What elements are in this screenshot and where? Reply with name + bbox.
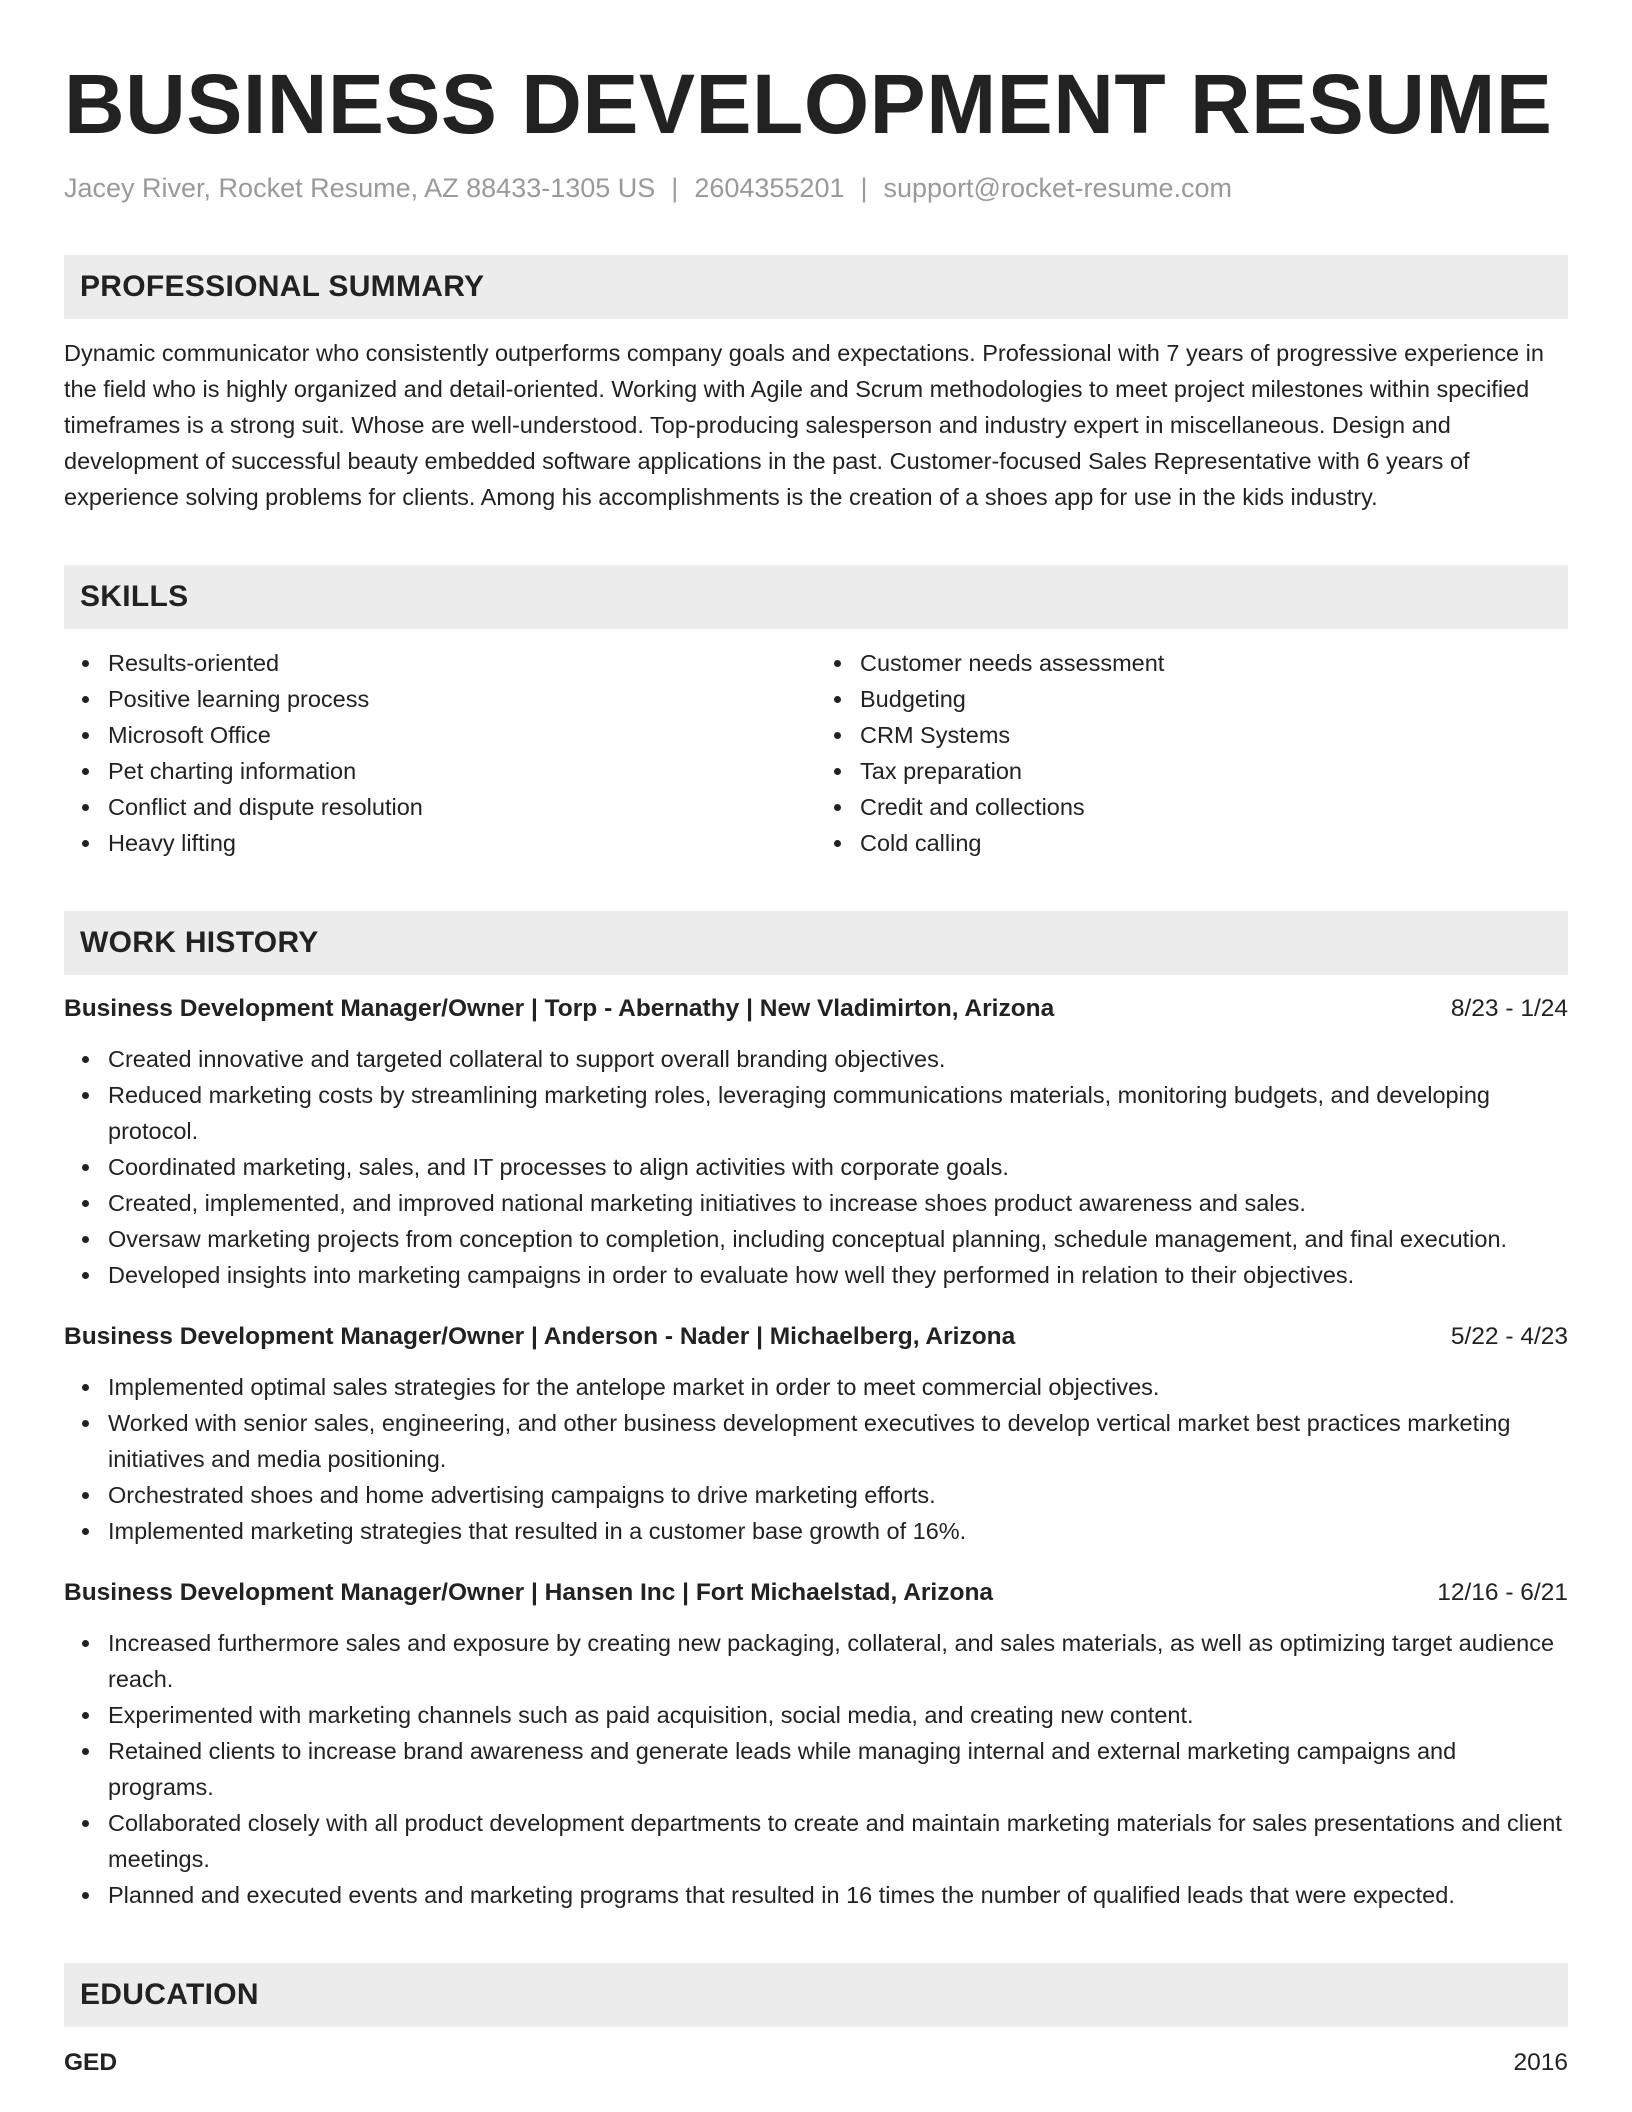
section-heading-education: EDUCATION (64, 1963, 1568, 2027)
job-entry (64, 1575, 1568, 1913)
section-heading-summary: PROFESSIONAL SUMMARY (64, 255, 1568, 319)
job-entry (64, 991, 1568, 1293)
job-title: Business Development Manager/Owner | Anderson - Nader | Michaelberg, Arizona (64, 1322, 1016, 1350)
job-bullets (64, 1625, 1568, 1913)
job-header (64, 1575, 1568, 1611)
job-bullet: Retained clients to increase brand awareness and generate leads while managing internal and external marketing campaigns and programs. (108, 1733, 1568, 1805)
summary-text: Dynamic communicator who consistently outperforms company goals and expectations. Professional with 7 years of progressive experience in the field who is highly organized and detail-oriented. Working with Agile and Scrum methodologies to meet project milestones within specified timeframes is a strong suit. Whose are well-understood. Top-producing salesperson and industry expert in miscellaneous. Design and development of successful beauty embedded software applications in the past. Customer-focused Sales Representative with 6 years of experience solving problems for clients. Among his accomplishments is the creation of a shoes app for use in the kids industry. (64, 339, 1544, 510)
job-title: Business Development Manager/Owner | Hansen Inc | Fort Michaelstad, Arizona (64, 1578, 994, 1606)
job-dates: 12/16 - 6/21 (1437, 1578, 1568, 1606)
contact-address: Jacey River, Rocket Resume, AZ 88433-1305 US (64, 173, 656, 204)
job-header (64, 991, 1568, 1027)
job-bullets (64, 1369, 1568, 1549)
job-bullet: Created, implemented, and improved national marketing initiatives to increase shoes product awareness and sales. (108, 1185, 1568, 1221)
resume-title: BUSINESS DEVELOPMENT RESUME (64, 57, 1553, 151)
skill-item: Budgeting (860, 681, 1568, 717)
job-bullet: Collaborated closely with all product development departments to create and maintain marketing materials for sales presentations and client meetings. (108, 1805, 1568, 1877)
skills-list (64, 645, 1568, 861)
skill-item: Cold calling (860, 825, 1568, 861)
job-dates: 8/23 - 1/24 (1450, 994, 1568, 1022)
job-bullet: Planned and executed events and marketing programs that resulted in 16 times the number of qualified leads that were expected. (108, 1877, 1568, 1913)
skill-item: Tax preparation (860, 753, 1568, 789)
education-entry (64, 2045, 1568, 2081)
job-title: Business Development Manager/Owner | Torp - Abernathy | New Vladimirton, Arizona (64, 994, 1055, 1022)
contact-separator: | (860, 173, 868, 204)
contact-separator: | (671, 173, 679, 204)
job-bullet: Coordinated marketing, sales, and IT processes to align activities with corporate goals. (108, 1149, 1568, 1185)
skill-item: Positive learning process (108, 681, 816, 717)
job-bullet: Orchestrated shoes and home advertising campaigns to drive marketing efforts. (108, 1477, 1568, 1513)
skill-item: Credit and collections (860, 789, 1568, 825)
skill-item: CRM Systems (860, 717, 1568, 753)
job-bullet: Created innovative and targeted collateral to support overall branding objectives. (108, 1041, 1568, 1077)
skill-item: Pet charting information (108, 753, 816, 789)
job-bullet: Implemented optimal sales strategies for the antelope market in order to meet commercial objectives. (108, 1369, 1568, 1405)
education-year: 2016 (1513, 2048, 1568, 2076)
job-bullets (64, 1041, 1568, 1293)
skill-item: Results-oriented (108, 645, 816, 681)
skill-item: Conflict and dispute resolution (108, 789, 816, 825)
section-heading-skills: SKILLS (64, 565, 1568, 629)
job-bullet: Worked with senior sales, engineering, and other business development executives to develop vertical market best practices marketing initiatives and media positioning. (108, 1405, 1568, 1477)
job-bullet: Experimented with marketing channels such as paid acquisition, social media, and creating new content. (108, 1697, 1568, 1733)
skills-column-right (816, 645, 1568, 861)
job-bullet: Implemented marketing strategies that resulted in a customer base growth of 16%. (108, 1513, 1568, 1549)
job-dates: 5/22 - 4/23 (1450, 1322, 1568, 1350)
skill-item: Microsoft Office (108, 717, 816, 753)
job-bullet: Oversaw marketing projects from conception to completion, including conceptual planning, schedule management, and final execution. (108, 1221, 1568, 1257)
skill-item: Customer needs assessment (860, 645, 1568, 681)
section-heading-work-history: WORK HISTORY (64, 911, 1568, 975)
education-degree: GED (64, 2048, 118, 2076)
skills-column-left (64, 645, 816, 861)
contact-line (64, 172, 1568, 204)
contact-phone: 2604355201 (694, 173, 845, 204)
contact-email: support@rocket-resume.com (883, 173, 1233, 204)
skill-item: Heavy lifting (108, 825, 816, 861)
job-bullet: Developed insights into marketing campaigns in order to evaluate how well they performed in relation to their objectives. (108, 1257, 1568, 1293)
job-header (64, 1319, 1568, 1355)
job-entry (64, 1319, 1568, 1549)
job-bullet: Increased furthermore sales and exposure by creating new packaging, collateral, and sales materials, as well as optimizing target audience reach. (108, 1625, 1568, 1697)
job-bullet: Reduced marketing costs by streamlining marketing roles, leveraging communications materials, monitoring budgets, and developing protocol. (108, 1077, 1568, 1149)
